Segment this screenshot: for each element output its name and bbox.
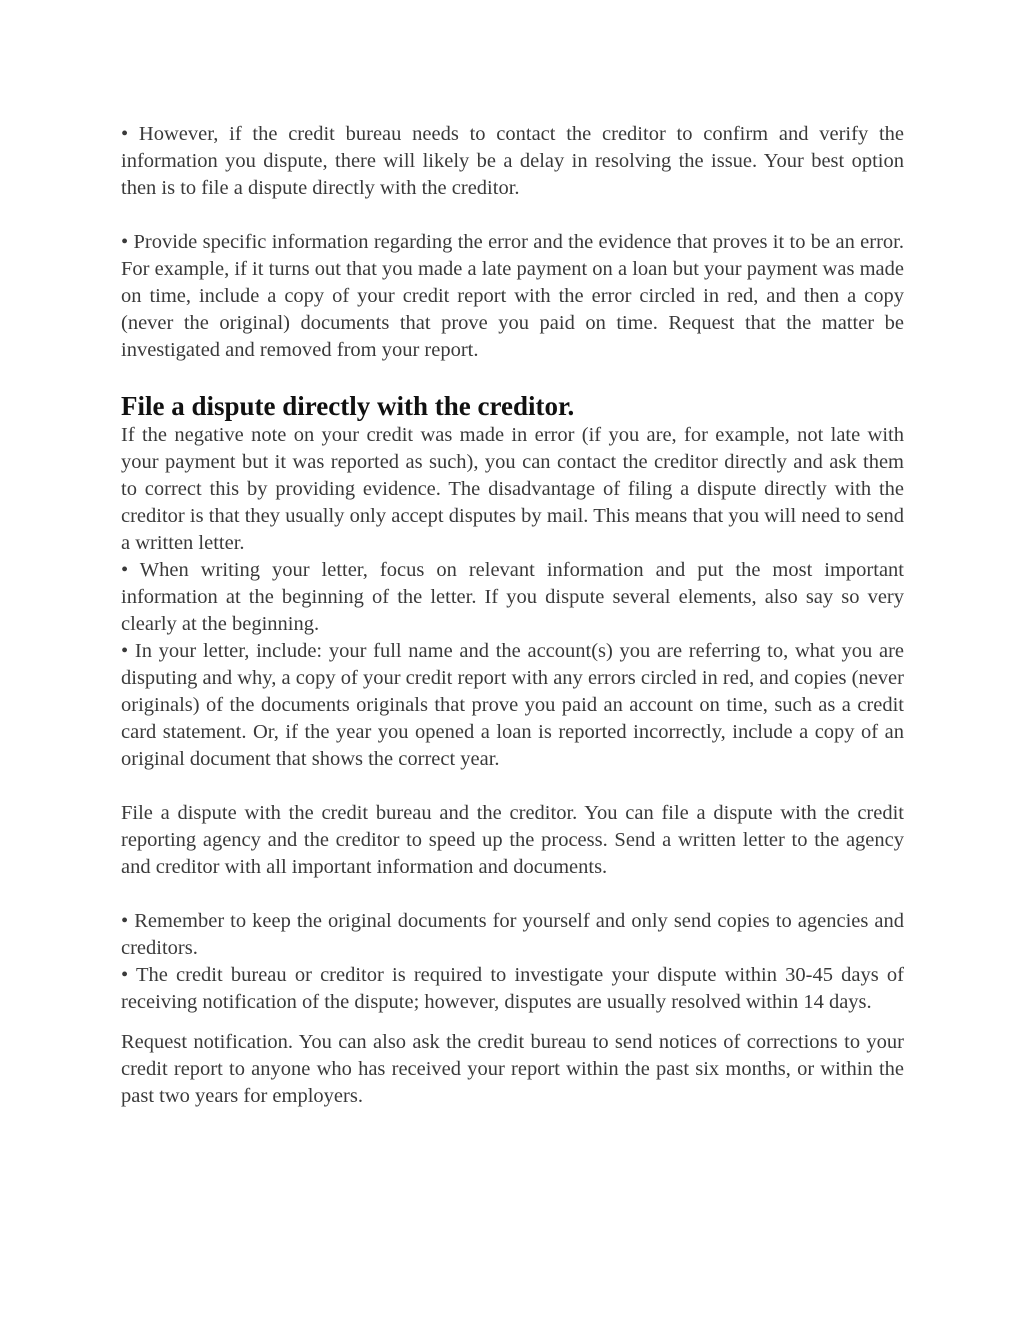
- paragraph-letter-include: • In your letter, include: your full name and the account(s) you are referring to, what you are disputing and why, a copy of your credit report with any errors circled in red, and copies (never originals) of the documents originals that prove you paid an account on time, such as a credit card statement. Or, if the year you opened a loan is reported incorrectly, include a copy of an original document that shows the correct year.: [121, 640, 904, 770]
- paragraph-letter-focus: • When writing your letter, focus on relevant information and put the most important information at the beginning of the letter. If you dispute several elements, also say so very clearly at the beginning.: [121, 559, 904, 635]
- paragraph-request-notification: Request notification. You can also ask the credit bureau to send notices of corrections to your credit report to anyone who has received your report within the past six months, or within the past two years for employers.: [121, 1031, 904, 1107]
- paragraph-investigation-time: • The credit bureau or creditor is required to investigate your dispute within 30-45 days of receiving notification of the dispute; however, disputes are usually resolved within 14 days.: [121, 964, 904, 1013]
- paragraph-negative-note: If the negative note on your credit was made in error (if you are, for example, not late with your payment but it was reported as such), you can contact the creditor directly and ask them to correct this by providing evidence. The disadvantage of filing a dispute directly with the creditor is that they usually only accept disputes by mail. This means that you will need to send a written letter.: [121, 424, 904, 554]
- paragraph-dispute-both: File a dispute with the credit bureau and the creditor. You can file a dispute with the credit reporting agency and the creditor to speed up the process. Send a written letter to the agency and creditor with all important information and documents.: [121, 802, 904, 878]
- paragraph-keep-originals: • Remember to keep the original documents for yourself and only send copies to agencies and creditors.: [121, 910, 904, 959]
- section-heading: File a dispute directly with the creditor.: [121, 391, 575, 421]
- document-page: [121, 121, 904, 1110]
- paragraph-bureau-delay: • However, if the credit bureau needs to contact the creditor to confirm and verify the information you dispute, there will likely be a delay in resolving the issue. Your best option then is to file a dispute directly with the creditor.: [121, 123, 904, 199]
- paragraph-provide-evidence: • Provide specific information regarding the error and the evidence that proves it to be an error. For example, if it turns out that you made a late payment on a loan but your payment was made on time, include a copy of your credit report with the error circled in red, and then a copy (never the original) documents that prove you paid on time. Request that the matter be investigated and removed from your report.: [121, 231, 904, 361]
